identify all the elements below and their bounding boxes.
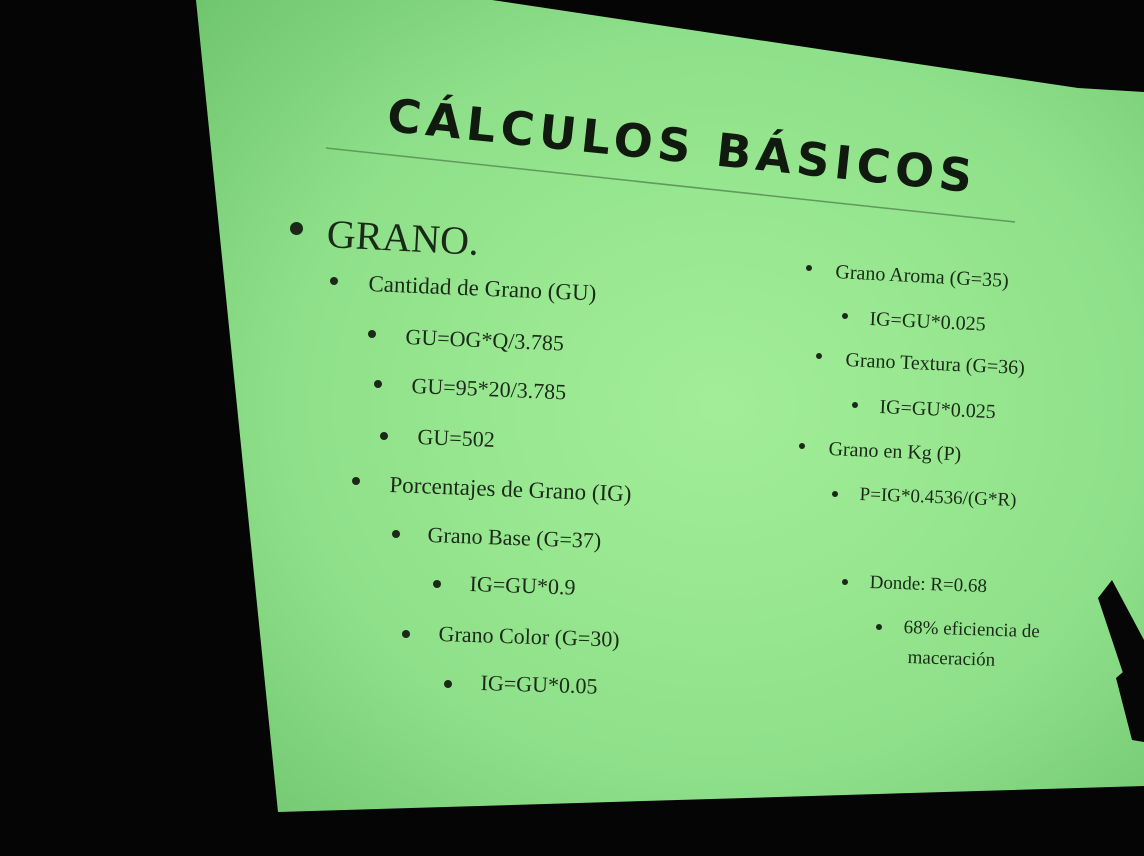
bullet-level-2	[380, 432, 388, 440]
bullet-level-1	[352, 477, 360, 485]
formula-ig-aroma: IG=GU*0.025	[868, 308, 987, 336]
heading-grano: GRANO.	[325, 211, 481, 264]
formula-ig-base: IG=GU*0.9	[469, 571, 576, 600]
item-donde-r: Donde: R=0.68	[869, 572, 988, 598]
item-grano-aroma: Grano Aroma (G=35)	[834, 261, 1010, 293]
slide-title: CÁLCULOS BÁSICOS	[384, 88, 980, 204]
item-grano-base: Grano Base (G=37)	[427, 522, 602, 554]
item-eficiencia: 68% eficiencia de	[903, 617, 1041, 643]
item-cantidad-grano: Cantidad de Grano (GU)	[367, 271, 597, 306]
bullet-level-3	[444, 680, 452, 688]
bullet-level-2	[842, 579, 848, 585]
formula-gu-og: GU=OG*Q/3.785	[405, 324, 565, 356]
bullet-level-1	[330, 277, 338, 285]
bullet-level-2	[816, 353, 822, 359]
formula-ig-textura: IG=GU*0.025	[879, 396, 997, 424]
bullet-level-1	[799, 443, 805, 449]
bullet-level-3	[876, 624, 882, 630]
bullet-level-2	[392, 530, 400, 538]
bullet-level-0	[290, 222, 303, 235]
formula-ig-color: IG=GU*0.05	[480, 670, 598, 699]
item-porcentajes-grano: Porcentajes de Grano (IG)	[389, 472, 632, 507]
bullet-level-2	[374, 380, 382, 388]
formula-p-kg: P=IG*0.4536/(G*R)	[859, 484, 1017, 512]
bullet-level-2	[368, 330, 376, 338]
item-grano-kg: Grano en Kg (P)	[828, 438, 962, 466]
item-maceracion: maceración	[907, 647, 996, 671]
bullet-level-3	[842, 313, 848, 319]
bullet-level-3	[852, 402, 858, 408]
bullet-level-2	[806, 265, 812, 271]
bullet-level-3	[433, 580, 441, 588]
formula-gu-result: GU=502	[417, 424, 496, 452]
bullet-level-2	[402, 630, 410, 638]
item-grano-color: Grano Color (G=30)	[438, 621, 621, 652]
bullet-level-2	[832, 491, 838, 497]
formula-gu-values: GU=95*20/3.785	[411, 373, 567, 405]
item-grano-textura: Grano Textura (G=36)	[845, 349, 1026, 380]
